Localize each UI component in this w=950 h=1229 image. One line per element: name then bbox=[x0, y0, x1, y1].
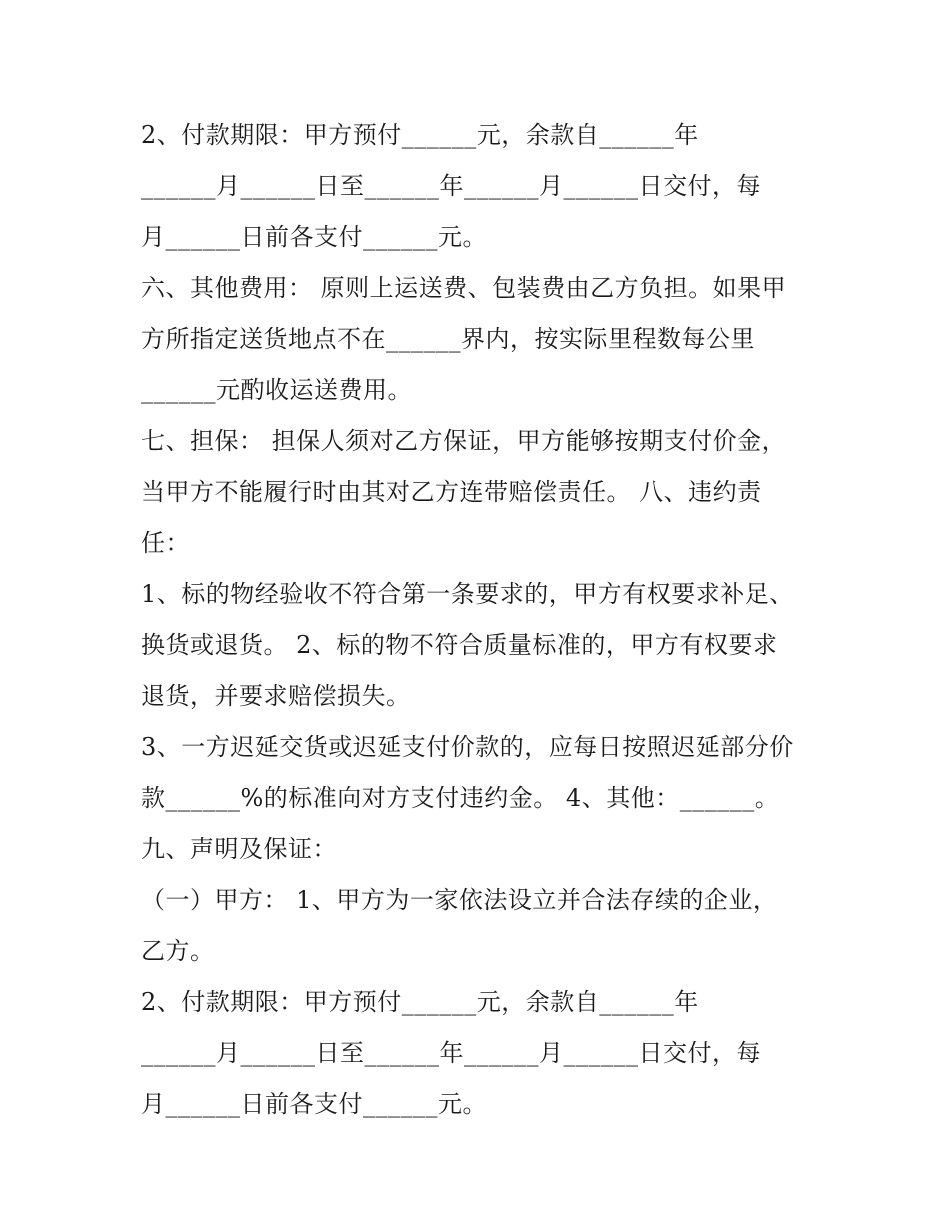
text-line-11: 换货或退货。 2、标的物不符合质量标准的，甲方有权要求 bbox=[141, 631, 778, 659]
text-line-3: 月______日前各支付______元。 bbox=[141, 223, 487, 251]
text-line-12: 退货，并要求赔偿损失。 bbox=[141, 682, 411, 710]
text-line-9: 任： bbox=[141, 529, 190, 557]
text-line-5: 方所指定送货地点不在______界内，按实际里程数每公里 bbox=[141, 325, 755, 353]
text-line-16: （一）甲方： 1、甲方为一家依法设立并合法存续的企业， bbox=[141, 886, 778, 914]
text-line-18: 2、付款期限：甲方预付______元，余款自______年 bbox=[141, 988, 699, 1016]
text-line-15: 九、声明及保证： bbox=[141, 835, 337, 863]
text-line-8: 当甲方不能履行时由其对乙方连带赔偿责任。 八、违约责 bbox=[141, 478, 762, 506]
text-line-19: ______月______日至______年______月______日交付，每 bbox=[141, 1039, 761, 1067]
text-line-6: ______元酌收运送费用。 bbox=[141, 376, 412, 404]
text-line-20: 月______日前各支付______元。 bbox=[141, 1090, 487, 1118]
text-line-10: 1、标的物经验收不符合第一条要求的，甲方有权要求补足、 bbox=[141, 580, 794, 608]
text-line-7: 七、担保： 担保人须对乙方保证，甲方能够按期支付价金， bbox=[141, 427, 787, 455]
contract-text-body bbox=[141, 110, 821, 1130]
text-line-2: ______月______日至______年______月______日交付，每 bbox=[141, 172, 761, 200]
text-line-14: 款______%的标准向对方支付违约金。 4、其他：______。 bbox=[141, 784, 780, 812]
text-line-1: 2、付款期限：甲方预付______元，余款自______年 bbox=[141, 121, 699, 149]
text-line-17: 乙方。 bbox=[141, 937, 215, 965]
text-line-4: 六、其他费用： 原则上运送费、包装费由乙方负担。如果甲 bbox=[141, 274, 787, 302]
text-line-13: 3、一方迟延交货或迟延支付价款的，应每日按照迟延部分价 bbox=[141, 733, 794, 761]
